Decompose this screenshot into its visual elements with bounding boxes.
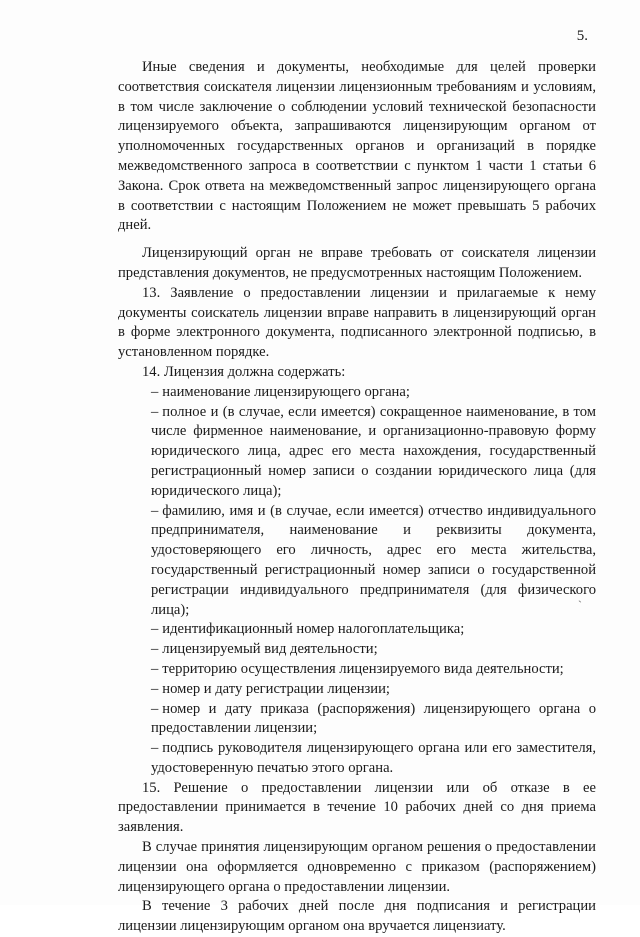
- paragraph-15-decision: 15. Решение о предоставлении лицензии или об отказе в ее предоставлении принимается в течение 10 рабочих дней со дня приема заявления.: [118, 779, 596, 836]
- license-contents-list: [118, 383, 596, 779]
- list-item: – номер и дату приказа (распоряжения) лицензирующего органа о предоставлении лицензии;: [151, 700, 596, 737]
- document-body: [118, 58, 596, 937]
- list-item: – подпись руководителя лицензирующего органа или его заместителя, удостоверенную печатью этого органа.: [151, 740, 596, 776]
- page-number: 5.: [576, 28, 588, 44]
- list-item: – номер и дату регистрации лицензии;: [151, 680, 390, 697]
- stray-scan-mark: `: [578, 598, 582, 612]
- list-dash: –: [151, 700, 159, 717]
- list-dash: –: [151, 641, 159, 658]
- paragraph-no-extra-docs: Лицензирующий орган не вправе требовать от соискателя лицензии представления документов, не предусмотренных настоящим Положением.: [118, 245, 596, 281]
- list-item: – территорию осуществления лицензируемого вида деятельности;: [151, 660, 564, 677]
- paragraph-13-electronic: 13. Заявление о предоставлении лицензии и прилагаемые к нему документы соискатель лицензии вправе направить в лицензирующий орган в форме электронного документа, подписанного электронной подписью, в установленном порядке.: [118, 284, 596, 361]
- list-item: – фамилию, имя и (в случае, если имеется) отчество индивидуального предпринимателя, наименование и реквизиты документа, удостоверяющего его личность, адрес его места жительства, государственный регистрационный номер записи о государственной регистрации индивидуального предпринимателя (для физического лица);: [151, 502, 596, 618]
- paragraph-issuance: В случае принятия лицензирующим органом решения о предоставлении лицензии она оформляется одновременно с приказом (распоряжением) лицензирующего органа о предоставлении лицензии.: [118, 839, 596, 895]
- list-item: – лицензируемый вид деятельности;: [151, 641, 378, 658]
- list-dash: –: [151, 502, 159, 519]
- paragraph-other-info: Иные сведения и документы, необходимые для целей проверки соответствия соискателя лицензии лицензионным требованиям и условиям, в том числе заключение о соблюдении условий технической безопасности лицензируемого объекта, запрашиваются лицензирующим органом от уполномоченных государственных органов и организаций в порядке межведомственного запроса в соответствии с пунктом 1 части 1 статьи 6 Закона. Срок ответа на межведомственный запрос лицензирующего органа в соответствии с настоящим Положением не может превышать 5 рабочих дней.: [118, 59, 596, 234]
- paragraph-delivery: В течение 3 рабочих дней после дня подписания и регистрации лицензии лицензирующим органом она вручается лицензиату.: [118, 898, 596, 935]
- list-item: – полное и (в случае, если имеется) сокращенное наименование, в том числе фирменное наименование, и организационно-правовую форму юридического лица, адрес его места нахождения, государственный регистрационный номер записи о создании юридического лица (для юридического лица);: [151, 403, 596, 499]
- list-dash: –: [151, 383, 159, 400]
- list-item: – наименование лицензирующего органа;: [151, 383, 410, 400]
- list-item: – идентификационный номер налогоплательщика;: [151, 621, 465, 638]
- list-dash: –: [151, 660, 159, 677]
- paragraph-14-heading: 14. Лицензия должна содержать:: [142, 363, 346, 380]
- list-dash: –: [151, 621, 159, 638]
- list-dash: –: [151, 680, 159, 697]
- list-dash: –: [151, 403, 159, 420]
- list-dash: –: [151, 740, 159, 757]
